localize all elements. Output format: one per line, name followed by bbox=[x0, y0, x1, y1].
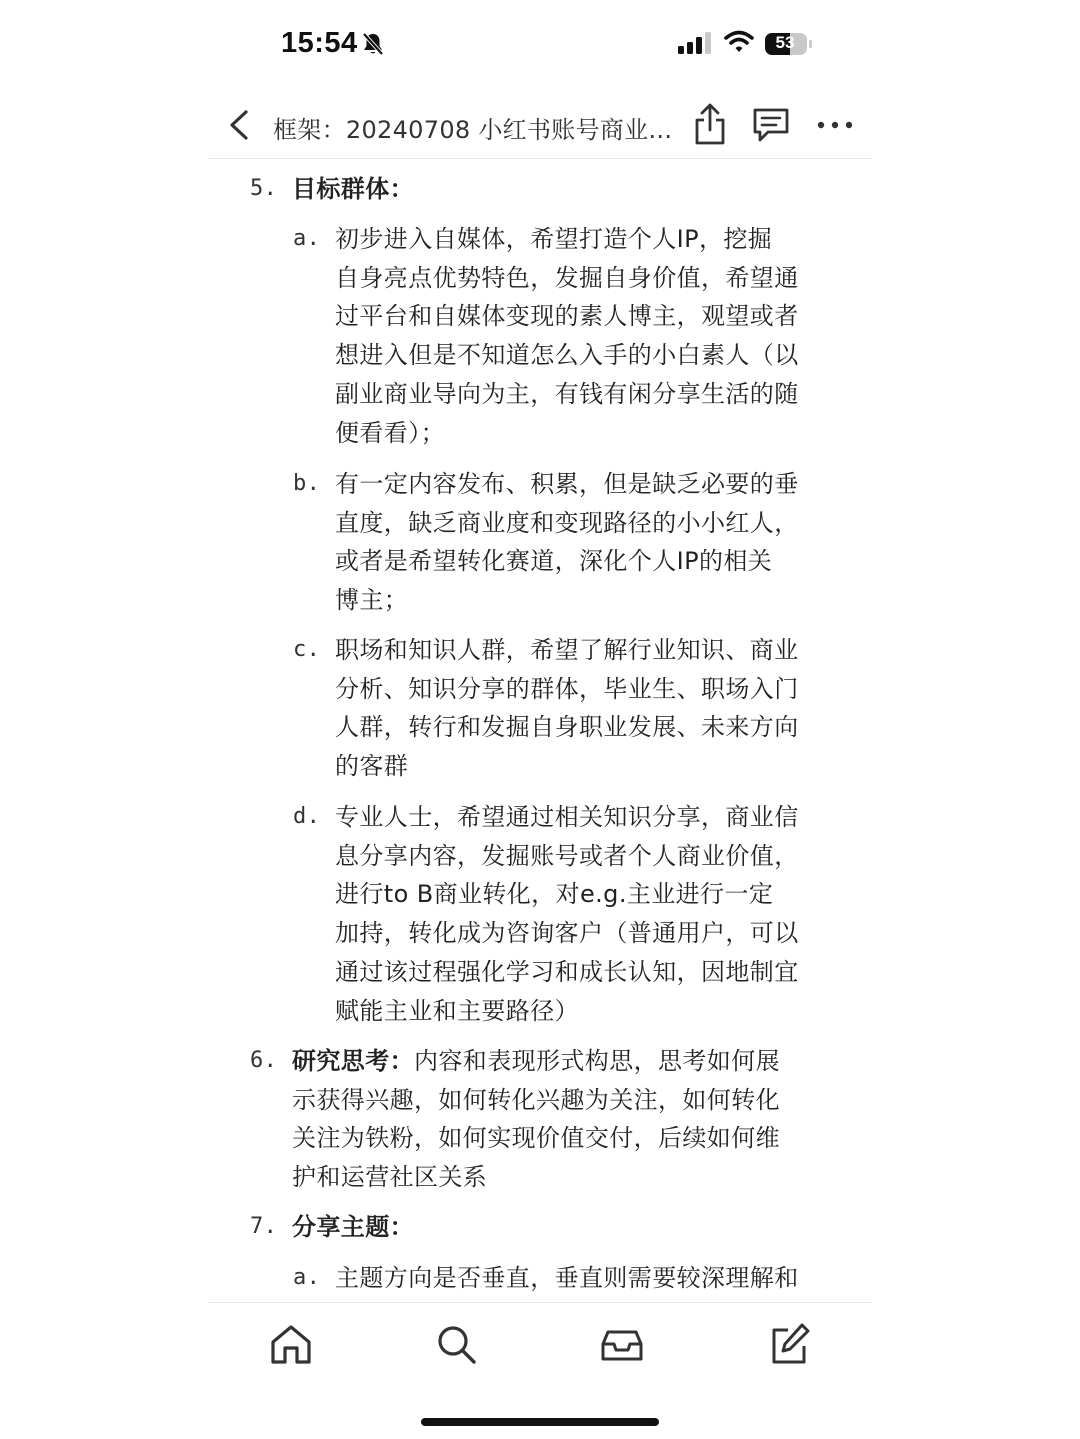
list-item-text: 初步进入自媒体，希望打造个人IP，挖掘 自身亮点优势特色，发掘自身价值，希望通 过平台和自媒体变现的素人博主，观望或者 想进入但是不知道怎么入手的小白素人（以 副业商业导向为主，有钱有闲分享生活的随 便看看）； bbox=[335, 225, 799, 447]
list-item-text: 职场和知识人群，希望了解行业知识、商业 分析、知识分享的群体，毕业生、职场入门 人群，转行和发掘自身职业发展、未来方向 的客群 bbox=[335, 636, 799, 781]
list-marker: a. bbox=[293, 226, 321, 251]
home-icon[interactable] bbox=[266, 1320, 316, 1370]
edit-icon[interactable] bbox=[764, 1320, 814, 1370]
list-marker: a. bbox=[293, 1265, 321, 1290]
list-item-5a bbox=[293, 220, 853, 452]
nav-bar bbox=[208, 92, 872, 158]
list-marker: 6. bbox=[250, 1048, 278, 1073]
section-heading: 目标群体： bbox=[292, 175, 414, 203]
list-marker: d. bbox=[293, 804, 321, 829]
list-item-text: 专业人士，希望通过相关知识分享，商业信 息分享内容，发掘账号或者个人商业价值， 进行to B商业转化，对e.g.主业进行一定 加持，转化成为咨询客户（普通用户，可以 通过该过程强化学习和成长认知，因地制宜 赋能主业和主要路径） bbox=[335, 803, 799, 1025]
list-marker: 5. bbox=[250, 176, 278, 201]
search-icon[interactable] bbox=[432, 1320, 482, 1370]
more-icon[interactable] bbox=[813, 110, 857, 140]
list-item-text: 示获得兴趣，如何转化兴趣为关注，如何转化 关注为铁粉，如何实现价值交付，后续如何维 护和运营社区关系 bbox=[292, 1085, 780, 1192]
section-heading: 分享主题： bbox=[292, 1213, 414, 1241]
bell-slash-icon bbox=[362, 32, 384, 56]
share-icon[interactable] bbox=[692, 102, 728, 146]
wifi-icon bbox=[724, 30, 754, 54]
list-item-text: 有一定内容发布、积累，但是缺乏必要的垂 直度，缺乏商业度和变现路径的小小红人， 或者是希望转化赛道，深化个人IP的相关 博主； bbox=[335, 470, 799, 615]
cellular-signal-icon bbox=[678, 32, 714, 54]
list-item-5b bbox=[293, 465, 853, 620]
chevron-left-icon[interactable] bbox=[222, 106, 258, 144]
section-heading: 研究思考： bbox=[292, 1047, 414, 1075]
home-indicator[interactable] bbox=[421, 1418, 659, 1426]
status-bar bbox=[0, 0, 1080, 90]
list-item-text: 主题方向是否垂直，垂直则需要较深理解和 bbox=[335, 1264, 799, 1292]
status-time: 15:54 bbox=[281, 27, 358, 59]
list-item-text: 内容和表现形式构思，思考如何展 bbox=[414, 1047, 780, 1075]
battery-percentage: 53 bbox=[775, 33, 795, 52]
comment-icon[interactable] bbox=[751, 106, 791, 144]
document-content[interactable] bbox=[0, 160, 1080, 1302]
nav-divider bbox=[208, 158, 872, 159]
list-item-5c bbox=[293, 631, 853, 786]
page-title: 框架：20240708 小红书账号商业... bbox=[273, 116, 673, 144]
list-marker: 7. bbox=[250, 1214, 278, 1239]
list-item-5d bbox=[293, 798, 853, 1030]
list-item-6 bbox=[250, 1042, 850, 1197]
tab-bar-divider bbox=[208, 1302, 872, 1303]
list-item-7a bbox=[293, 1259, 853, 1298]
list-marker: b. bbox=[293, 471, 321, 496]
inbox-icon[interactable] bbox=[597, 1320, 647, 1370]
list-marker: c. bbox=[293, 637, 321, 662]
